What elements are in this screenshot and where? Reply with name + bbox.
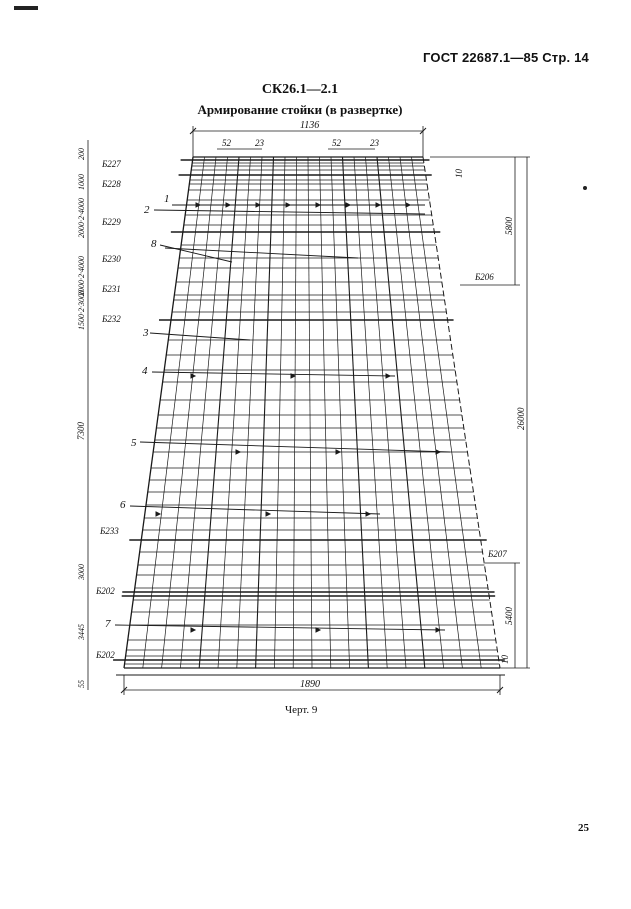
left-dim-8: 55 (77, 680, 86, 688)
arrow-tick (346, 203, 350, 207)
mesh-label-b202-top: Б202 (96, 586, 115, 596)
left-dim-3: 2000·2·4000 (77, 256, 86, 296)
mesh-label-b207: Б207 (488, 549, 507, 559)
mesh-label-b206: Б206 (475, 272, 494, 282)
arrow-tick (376, 203, 380, 207)
arrow-tick (366, 512, 370, 516)
right-dim-top: 5800 (504, 217, 514, 235)
drawing-subtitle: Армирование стойки (в развертке) (197, 102, 403, 117)
spacing-a2-label: 52 (332, 138, 341, 148)
bottom-width-label: 1890 (300, 679, 320, 690)
callout-leader (115, 625, 445, 630)
callout-leader (154, 210, 425, 214)
arrow-tick (191, 374, 195, 378)
mesh-label-b233: Б233 (100, 526, 119, 536)
arrow-tick (196, 203, 200, 207)
arrow-tick (386, 374, 390, 378)
arrow-tick (316, 628, 320, 632)
drawing-title: СК26.1—2.1 (261, 82, 339, 97)
callout-8: 8 (151, 238, 157, 250)
callout-2: 2 (144, 204, 150, 216)
mesh-label-b230: Б230 (102, 254, 121, 264)
spacing-b2-label: 23 (370, 138, 379, 148)
mesh-label-b231: Б231 (102, 284, 121, 294)
arrow-tick (156, 512, 160, 516)
callout-6: 6 (120, 499, 126, 511)
spacing-a-label: 52 (222, 138, 231, 148)
callout-leader (160, 245, 232, 262)
gap-top-label: 10 (454, 169, 464, 178)
arrow-tick (336, 450, 340, 454)
callout-1: 1 (164, 193, 170, 205)
spacing-b-label: 23 (255, 138, 264, 148)
right-dim-bottom: 5400 (504, 607, 514, 625)
callout-3: 3 (143, 327, 149, 339)
left-dim-7: 3445 (77, 624, 86, 640)
left-dim-2: 2000·2·4000 (77, 198, 86, 238)
mesh-label-b202-bottom: Б202 (96, 650, 115, 660)
left-dim-4: 1500·2·3000 (77, 290, 86, 330)
gap-bottom-label: 10 (500, 655, 510, 664)
callout-5: 5 (131, 437, 137, 449)
callout-leader (130, 506, 380, 514)
arrow-tick (316, 203, 320, 207)
arrow-tick (286, 203, 290, 207)
scan-mark (14, 6, 38, 10)
callout-leader (150, 333, 250, 340)
mesh-label-b227: Б227 (102, 159, 121, 169)
arrow-tick (266, 512, 270, 516)
callout-leader (152, 372, 395, 376)
arrow-tick (406, 203, 410, 207)
callout-7: 7 (105, 618, 111, 630)
right-dim-total: 26000 (516, 407, 526, 430)
arrow-tick (436, 450, 440, 454)
mesh-label-b229: Б229 (102, 217, 121, 227)
left-dim-6: 3000 (77, 564, 86, 580)
arrow-tick (226, 203, 230, 207)
arrow-tick (191, 628, 195, 632)
left-dim-0: 200 (77, 148, 86, 160)
mesh-label-b228: Б228 (102, 179, 121, 189)
page-number: 25 (578, 822, 589, 834)
left-dim-1: 1000 (77, 174, 86, 190)
mesh-label-b232: Б232 (102, 314, 121, 324)
top-width-label: 1136 (300, 120, 320, 131)
standard-header: ГОСТ 22687.1—85 Стр. 14 (423, 50, 589, 65)
figure-caption: Черт. 9 (285, 704, 318, 716)
scan-mark (583, 186, 587, 190)
left-dim-5: 7300 (76, 422, 86, 440)
arrow-tick (236, 450, 240, 454)
callout-4: 4 (142, 365, 148, 377)
